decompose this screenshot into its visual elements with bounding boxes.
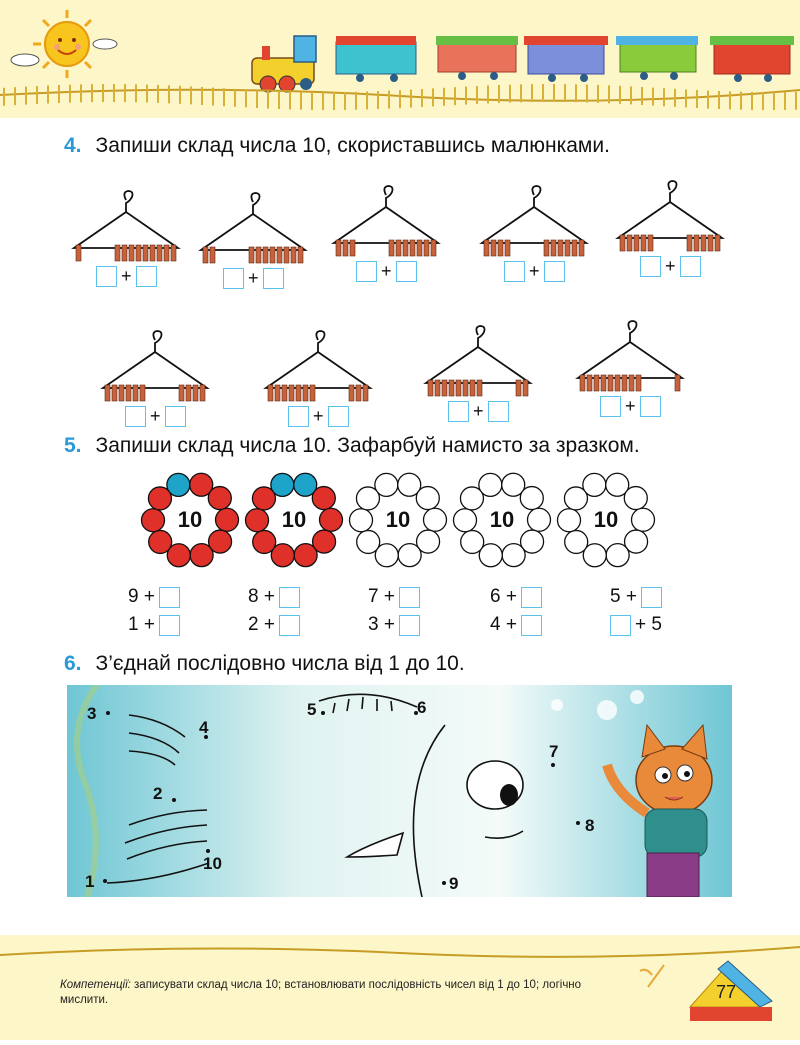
clothespin <box>694 235 699 251</box>
task-6-text: З’єднай послідовно числа від 1 до 10. <box>95 652 465 675</box>
answer-box[interactable] <box>279 587 300 608</box>
clothespin <box>363 385 368 401</box>
clothespin <box>119 385 124 401</box>
hanger-drawing <box>95 330 219 410</box>
answer-box[interactable] <box>680 256 701 277</box>
page-number: 77 <box>716 982 737 1002</box>
clothespin <box>136 245 141 261</box>
clothespin <box>580 375 585 391</box>
clothespin <box>449 380 454 396</box>
clothespin <box>636 375 641 391</box>
answer-box[interactable] <box>399 615 420 636</box>
necklace-label: 10 <box>281 507 307 532</box>
clothespin <box>389 240 394 256</box>
clothespin <box>186 385 191 401</box>
task-5-heading <box>64 434 640 458</box>
hanger <box>66 190 186 300</box>
clothespin <box>157 245 162 261</box>
equation <box>128 614 180 636</box>
plus-sign: + <box>473 401 484 421</box>
task-4-number: 4. <box>64 134 82 157</box>
hanger-drawing <box>610 180 734 260</box>
clothespin <box>270 247 275 263</box>
necklace-label: 10 <box>489 507 515 532</box>
clothespin <box>143 245 148 261</box>
answer-box[interactable] <box>544 261 565 282</box>
equation-text: 8 + <box>248 586 275 607</box>
dot-number: 10 <box>203 854 222 873</box>
equation-text: 5 + <box>610 586 637 607</box>
task-5-number: 5. <box>64 434 82 457</box>
clothespin <box>715 235 720 251</box>
equation <box>610 586 662 608</box>
clothespin <box>129 245 134 261</box>
clothespin <box>641 235 646 251</box>
answer-row <box>600 396 661 417</box>
dot-number: 7 <box>549 742 559 761</box>
plus-sign: + <box>313 406 324 426</box>
answer-box[interactable] <box>600 396 621 417</box>
answer-box[interactable] <box>356 261 377 282</box>
hanger-drawing <box>66 190 190 270</box>
clothespin <box>291 247 296 263</box>
answer-box[interactable] <box>448 401 469 422</box>
dot-number: 8 <box>585 816 595 835</box>
clothespin <box>133 385 138 401</box>
clothespin <box>296 385 301 401</box>
answer-row <box>96 266 157 287</box>
hanger <box>610 180 730 290</box>
competence-text: записувати склад числа 10; встановлювати послідовність чисел від 1 до 10; логічно мислити. <box>60 979 582 1006</box>
clothespin <box>572 240 577 256</box>
equation <box>490 586 542 608</box>
clothespin <box>424 240 429 256</box>
equation-text: 7 + <box>368 586 395 607</box>
dot-number: 6 <box>417 698 427 717</box>
answer-box[interactable] <box>504 261 525 282</box>
clothespin <box>491 240 496 256</box>
clothespin <box>150 245 155 261</box>
clothespin <box>249 247 254 263</box>
clothespin <box>435 380 440 396</box>
task-6-number: 6. <box>64 652 82 675</box>
dot-to-dot-picture <box>67 685 732 897</box>
clothespin <box>516 380 521 396</box>
dot-number: 9 <box>449 874 459 893</box>
header-illustration <box>0 0 800 118</box>
clothespin <box>608 375 613 391</box>
competence-note <box>60 978 620 1008</box>
clothespin <box>463 380 468 396</box>
clothespin <box>179 385 184 401</box>
necklace[interactable] <box>452 470 552 570</box>
clothespin <box>76 245 81 261</box>
clothespin <box>349 385 354 401</box>
answer-box[interactable] <box>521 587 542 608</box>
answer-box[interactable] <box>640 396 661 417</box>
clothespin <box>442 380 447 396</box>
task-6-heading <box>64 652 465 676</box>
clothespin <box>396 240 401 256</box>
equation <box>128 586 180 608</box>
clothespin <box>498 240 503 256</box>
answer-box[interactable] <box>640 256 661 277</box>
equation-text: 2 + <box>248 614 275 635</box>
clothespin <box>310 385 315 401</box>
equation-text: 3 + <box>368 614 395 635</box>
clothespin <box>484 240 489 256</box>
clothespin <box>256 247 261 263</box>
clothespin <box>164 245 169 261</box>
task-4-text: Запиши склад числа 10, скориставшись малюнками. <box>95 134 610 157</box>
clothespin <box>126 385 131 401</box>
fish-and-cat-illustration <box>67 685 732 897</box>
answer-box[interactable] <box>610 615 631 636</box>
answer-box[interactable] <box>396 261 417 282</box>
equation <box>248 614 300 636</box>
answer-box[interactable] <box>521 615 542 636</box>
dot-number: 1 <box>85 872 95 891</box>
clothespin <box>263 247 268 263</box>
clothespin <box>701 235 706 251</box>
hangers-area <box>0 170 800 430</box>
clothespin <box>565 240 570 256</box>
hanger <box>474 185 594 295</box>
equation-text: 6 + <box>490 586 517 607</box>
clothespin <box>615 375 620 391</box>
clothespin <box>289 385 294 401</box>
hanger <box>258 330 378 440</box>
necklace-label: 10 <box>593 507 619 532</box>
clothespin <box>356 385 361 401</box>
clothespin <box>544 240 549 256</box>
plus-sign: + <box>381 261 392 281</box>
dot-number: 4 <box>199 718 209 737</box>
clothespin <box>551 240 556 256</box>
answer-row <box>640 256 701 277</box>
hanger <box>418 325 538 435</box>
answer-row <box>448 401 509 422</box>
clothespin <box>298 247 303 263</box>
equation-text: 4 + <box>490 614 517 635</box>
clothespin <box>634 235 639 251</box>
answer-box[interactable] <box>96 266 117 287</box>
plus-sign: + <box>248 268 259 288</box>
clothespin <box>203 247 208 263</box>
answer-row <box>288 406 349 427</box>
dot-number: 3 <box>87 704 97 723</box>
answer-box[interactable] <box>279 615 300 636</box>
clothespin <box>470 380 475 396</box>
hanger-drawing <box>258 330 382 410</box>
plus-sign: + <box>625 396 636 416</box>
answer-box[interactable] <box>159 615 180 636</box>
dot-number: 5 <box>307 700 317 719</box>
plus-sign: + <box>665 256 676 276</box>
clothespin <box>171 245 176 261</box>
answer-box[interactable] <box>136 266 157 287</box>
clothespin <box>579 240 584 256</box>
answer-box[interactable] <box>165 406 186 427</box>
clothespin <box>193 385 198 401</box>
clothespin <box>594 375 599 391</box>
clothespin <box>622 375 627 391</box>
necklace[interactable] <box>348 470 448 570</box>
clothespin <box>601 375 606 391</box>
plus-sign: + <box>121 266 132 286</box>
answer-row <box>356 261 417 282</box>
clothespin <box>587 375 592 391</box>
clothespin <box>343 240 348 256</box>
necklace-label: 10 <box>177 507 203 532</box>
clothespin <box>629 375 634 391</box>
dot-number: 2 <box>153 784 163 803</box>
task-5-text: Запиши склад числа 10. Зафарбуй намисто за зразком. <box>95 434 640 457</box>
hanger-drawing <box>570 320 694 400</box>
equation-text: 1 + <box>128 614 155 635</box>
clothespin <box>210 247 215 263</box>
hanger <box>326 185 446 295</box>
hanger-drawing <box>418 325 542 405</box>
answer-box[interactable] <box>488 401 509 422</box>
clothespin <box>277 247 282 263</box>
answer-row <box>504 261 565 282</box>
clothespin <box>648 235 653 251</box>
equation <box>368 614 420 636</box>
necklace-label: 10 <box>385 507 411 532</box>
clothespin <box>140 385 145 401</box>
answer-box[interactable] <box>399 587 420 608</box>
header-decoration <box>0 0 800 118</box>
equation-text: 9 + <box>128 586 155 607</box>
plus-sign: + <box>529 261 540 281</box>
necklace[interactable] <box>556 470 656 570</box>
clothespin <box>410 240 415 256</box>
answer-box[interactable] <box>125 406 146 427</box>
answer-box[interactable] <box>328 406 349 427</box>
clothespin <box>303 385 308 401</box>
clothespin <box>558 240 563 256</box>
answer-box[interactable] <box>263 268 284 289</box>
clothespin <box>115 245 120 261</box>
clothespin <box>403 240 408 256</box>
plus-sign: + <box>150 406 161 426</box>
clothespin <box>675 375 680 391</box>
clothespin <box>428 380 433 396</box>
clothespin <box>523 380 528 396</box>
answer-row <box>223 268 284 289</box>
clothespin <box>284 247 289 263</box>
clothespin <box>336 240 341 256</box>
clothespin <box>105 385 110 401</box>
clothespin <box>431 240 436 256</box>
task-4-heading <box>64 134 610 158</box>
clothespin <box>282 385 287 401</box>
answer-box[interactable] <box>641 587 662 608</box>
hanger-drawing <box>474 185 598 265</box>
hanger <box>95 330 215 440</box>
necklace <box>244 470 344 570</box>
competence-label: Компетенції: <box>60 979 131 991</box>
clothespin <box>505 240 510 256</box>
sun-icon <box>33 10 101 78</box>
hanger-drawing <box>326 185 450 265</box>
equation <box>368 586 420 608</box>
clothespin <box>275 385 280 401</box>
hanger <box>193 192 313 302</box>
hanger <box>570 320 690 430</box>
equation <box>610 614 662 636</box>
answer-box[interactable] <box>159 587 180 608</box>
clothespin <box>200 385 205 401</box>
clothespin <box>268 385 273 401</box>
clothespin <box>417 240 422 256</box>
clothespin <box>122 245 127 261</box>
answer-box[interactable] <box>288 406 309 427</box>
clothespin <box>620 235 625 251</box>
answer-box[interactable] <box>223 268 244 289</box>
train-icon <box>252 36 794 92</box>
clothespin <box>350 240 355 256</box>
equation <box>248 586 300 608</box>
hanger-drawing <box>193 192 317 272</box>
clothespin <box>687 235 692 251</box>
clothespin <box>477 380 482 396</box>
clothespin <box>627 235 632 251</box>
equation <box>490 614 542 636</box>
clothespin <box>708 235 713 251</box>
equation-text: + 5 <box>635 614 662 635</box>
clothespin <box>456 380 461 396</box>
answer-row <box>125 406 186 427</box>
necklace <box>140 470 240 570</box>
clothespin <box>112 385 117 401</box>
